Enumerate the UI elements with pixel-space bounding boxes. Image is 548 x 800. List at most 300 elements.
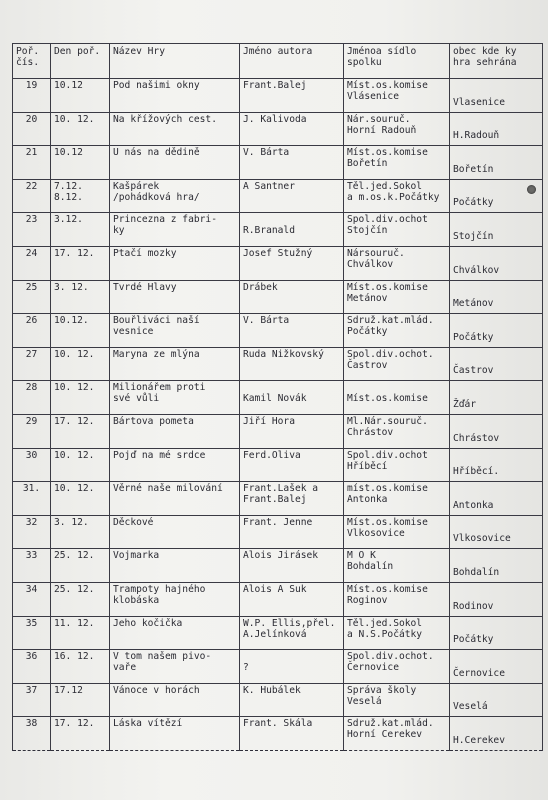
cell-date bbox=[51, 213, 110, 247]
table-row bbox=[13, 616, 543, 650]
cell-title bbox=[110, 112, 240, 146]
header-date: Den poř. bbox=[51, 44, 110, 79]
cell-club bbox=[344, 112, 450, 146]
club-line: Míst.os.komise bbox=[347, 147, 428, 159]
cell-title bbox=[110, 213, 240, 247]
club-line: Spol.div.ochot bbox=[347, 449, 428, 461]
cell-date bbox=[51, 79, 110, 113]
cell-title bbox=[110, 280, 240, 314]
club-line: Sdruž.kat.mlád. bbox=[347, 315, 434, 327]
cell-number bbox=[13, 482, 51, 516]
cell-club bbox=[344, 146, 450, 180]
place-name: Stojčín bbox=[453, 230, 494, 242]
date-line: 10.12 bbox=[54, 80, 83, 91]
cell-place bbox=[450, 616, 543, 650]
cell-title bbox=[110, 246, 240, 280]
performance-ledger-table bbox=[12, 43, 543, 751]
club-line: Horní Radouň bbox=[347, 124, 417, 136]
club-line: a m.os.k.Počátky bbox=[347, 191, 440, 203]
cell-date bbox=[51, 246, 110, 280]
date-line: 25. 12. bbox=[54, 550, 95, 562]
cell-author bbox=[240, 549, 344, 583]
cell-place bbox=[450, 650, 543, 684]
cell-club bbox=[344, 683, 450, 717]
place-name: Častrov bbox=[453, 365, 494, 377]
cell-title bbox=[110, 347, 240, 381]
cell-author bbox=[240, 616, 344, 650]
cell-date bbox=[51, 414, 110, 448]
cell-place bbox=[450, 213, 543, 247]
cell-number bbox=[13, 213, 51, 247]
club-line: Sdruž.kat.mlád. bbox=[347, 718, 434, 730]
cell-club bbox=[344, 515, 450, 549]
author-line bbox=[243, 651, 340, 662]
cell-number bbox=[13, 146, 51, 180]
cell-title bbox=[110, 146, 240, 180]
author-line: V. Bárta bbox=[243, 315, 290, 327]
row-number: 21 bbox=[25, 147, 38, 159]
cell-place bbox=[450, 381, 543, 415]
table-row bbox=[13, 314, 543, 348]
club-line: Roginov bbox=[347, 594, 388, 606]
cell-title bbox=[110, 582, 240, 616]
cell-number bbox=[13, 246, 51, 280]
title-line: /pohádková hra/ bbox=[113, 191, 200, 203]
table-row bbox=[13, 79, 543, 113]
header-author: Jméno autora bbox=[240, 44, 344, 79]
author-line: K. Hubálek bbox=[243, 684, 301, 696]
author-line: A Santner bbox=[243, 180, 295, 192]
club-line: Vlásenice bbox=[347, 91, 399, 102]
cell-date bbox=[51, 347, 110, 381]
cell-date bbox=[51, 112, 110, 146]
date-line: 25. 12. bbox=[54, 583, 95, 595]
cell-date bbox=[51, 650, 110, 684]
cell-place bbox=[450, 112, 543, 146]
title-line: V tom našem pivo- bbox=[113, 651, 212, 663]
cell-number bbox=[13, 414, 51, 448]
cell-club bbox=[344, 347, 450, 381]
cell-club bbox=[344, 717, 450, 751]
cell-number bbox=[13, 79, 51, 113]
cell-date bbox=[51, 381, 110, 415]
table-row bbox=[13, 112, 543, 146]
date-line: 10. 12. bbox=[54, 483, 95, 495]
row-number: 36 bbox=[25, 651, 38, 663]
cell-number bbox=[13, 381, 51, 415]
cell-number bbox=[13, 717, 51, 751]
cell-date bbox=[51, 448, 110, 482]
date-line: 3. 12. bbox=[54, 281, 89, 293]
row-number: 34 bbox=[25, 583, 38, 595]
cell-date bbox=[51, 482, 110, 516]
cell-author bbox=[240, 179, 344, 213]
cell-author bbox=[240, 414, 344, 448]
cell-title bbox=[110, 179, 240, 213]
cell-date bbox=[51, 549, 110, 583]
place-name: Žďár bbox=[453, 398, 477, 410]
date-line: 17. 12. bbox=[54, 415, 95, 427]
date-line: 17. 12. bbox=[54, 247, 95, 259]
author-line: Jiří Hora bbox=[243, 415, 295, 427]
club-line: Správa školy bbox=[347, 684, 417, 696]
header-club: Jménoa sídlo spolku bbox=[344, 44, 450, 79]
table-row bbox=[13, 549, 543, 583]
cell-place bbox=[450, 414, 543, 448]
author-line: J. Kalivoda bbox=[243, 113, 307, 125]
club-line: Míst.os.komise bbox=[347, 393, 428, 405]
club-line: Chrástov bbox=[347, 426, 394, 438]
cell-number bbox=[13, 582, 51, 616]
club-line: Metánov bbox=[347, 292, 388, 304]
cell-author bbox=[240, 280, 344, 314]
cell-club bbox=[344, 616, 450, 650]
date-line: 10. 12. bbox=[54, 449, 95, 461]
cell-date bbox=[51, 717, 110, 751]
cell-place bbox=[450, 347, 543, 381]
row-number: 26 bbox=[25, 315, 38, 327]
cell-club bbox=[344, 79, 450, 113]
date-line: 10. 12. bbox=[54, 382, 95, 394]
table-row bbox=[13, 213, 543, 247]
author-line: Ferd.Oliva bbox=[243, 449, 301, 461]
cell-date bbox=[51, 314, 110, 348]
title-line: Bártova pometa bbox=[113, 415, 194, 427]
title-line: klobáska bbox=[113, 594, 160, 606]
table-row bbox=[13, 179, 543, 213]
table-row bbox=[13, 683, 543, 717]
cell-author bbox=[240, 582, 344, 616]
date-line: 10.12 bbox=[54, 147, 83, 159]
title-line: vesnice bbox=[113, 326, 154, 338]
cell-author bbox=[240, 347, 344, 381]
club-line: Míst.os.komise bbox=[347, 583, 428, 595]
date-line: 8.12. bbox=[54, 191, 83, 203]
cell-number bbox=[13, 515, 51, 549]
title-line: Děckové bbox=[113, 516, 154, 528]
date-line: 10. 12. bbox=[54, 113, 95, 125]
row-number: 19 bbox=[25, 80, 38, 91]
club-line: Míst.os.komise bbox=[347, 281, 428, 293]
cell-date bbox=[51, 582, 110, 616]
author-line: Kamil Novák bbox=[243, 393, 307, 405]
header-place: obec kde ky hra sehrána bbox=[450, 44, 543, 79]
row-number: 31. bbox=[22, 483, 41, 495]
club-line: míst.os.komise bbox=[347, 483, 428, 495]
table-row bbox=[13, 280, 543, 314]
author-line bbox=[243, 214, 340, 225]
club-line: Spol.div.ochot bbox=[347, 214, 428, 226]
cell-number bbox=[13, 280, 51, 314]
cell-place bbox=[450, 582, 543, 616]
date-line: 3.12. bbox=[54, 214, 83, 226]
cell-date bbox=[51, 280, 110, 314]
cell-place bbox=[450, 549, 543, 583]
club-line: Bohdalín bbox=[347, 561, 394, 573]
cell-author bbox=[240, 314, 344, 348]
row-number: 24 bbox=[25, 247, 38, 259]
title-line: Věrné naše milování bbox=[113, 483, 223, 495]
row-number: 28 bbox=[25, 382, 38, 394]
row-number: 35 bbox=[25, 617, 38, 629]
header-title: Název Hry bbox=[110, 44, 240, 79]
title-line: vaře bbox=[113, 662, 137, 674]
cell-club bbox=[344, 650, 450, 684]
club-line: Bořetín bbox=[347, 158, 388, 170]
club-line: Těl.jed.Sokol bbox=[347, 180, 423, 192]
club-line: Počátky bbox=[347, 326, 388, 338]
author-line: Frant. Skála bbox=[243, 718, 313, 730]
place-name: H.Radouň bbox=[453, 130, 500, 142]
club-line: Spol.div.ochot. bbox=[347, 348, 434, 360]
row-number: 25 bbox=[25, 281, 38, 293]
place-name: Vlkosovice bbox=[453, 533, 511, 545]
cell-number bbox=[13, 683, 51, 717]
club-line bbox=[347, 382, 446, 393]
place-name: Metánov bbox=[453, 298, 494, 310]
table-row bbox=[13, 582, 543, 616]
place-name: H.Cerekev bbox=[453, 734, 505, 746]
cell-date bbox=[51, 146, 110, 180]
row-number: 30 bbox=[25, 449, 38, 461]
cell-title bbox=[110, 448, 240, 482]
table-row bbox=[13, 448, 543, 482]
table-row bbox=[13, 246, 543, 280]
title-line: Vánoce v horách bbox=[113, 684, 200, 696]
place-name: Antonka bbox=[453, 499, 494, 511]
cell-author bbox=[240, 683, 344, 717]
header-row bbox=[13, 44, 543, 79]
cell-number bbox=[13, 314, 51, 348]
cell-club bbox=[344, 582, 450, 616]
cell-title bbox=[110, 414, 240, 448]
author-line: ? bbox=[243, 662, 249, 674]
club-line: Horní Cerekev bbox=[347, 729, 423, 741]
cell-place bbox=[450, 448, 543, 482]
club-line: Míst.os.komise bbox=[347, 516, 428, 528]
place-name: Hříběcí. bbox=[453, 466, 500, 478]
row-number: 32 bbox=[25, 516, 38, 528]
club-line: Těl.jed.Sokol bbox=[347, 617, 423, 629]
place-name: Chrástov bbox=[453, 432, 500, 444]
cell-club bbox=[344, 213, 450, 247]
cell-club bbox=[344, 246, 450, 280]
place-name: Vlasenice bbox=[453, 96, 505, 108]
title-line: Kašpárek bbox=[113, 180, 160, 192]
title-line: U nás na dědině bbox=[113, 147, 200, 159]
cell-number bbox=[13, 650, 51, 684]
club-line: Vlkosovice bbox=[347, 527, 405, 539]
cell-number bbox=[13, 347, 51, 381]
row-number: 22 bbox=[25, 180, 38, 192]
author-line: Alois A Suk bbox=[243, 583, 307, 595]
title-line: Tvrdé Hlavy bbox=[113, 281, 177, 293]
author-line: A.Jelínková bbox=[243, 628, 307, 640]
table-row bbox=[13, 381, 543, 415]
place-name: Bohdalín bbox=[453, 566, 500, 578]
cell-author bbox=[240, 246, 344, 280]
row-number: 20 bbox=[25, 113, 38, 125]
row-number: 23 bbox=[25, 214, 38, 226]
club-line: Nársouruč. bbox=[347, 247, 405, 259]
club-line: Chválkov bbox=[347, 258, 394, 270]
cell-club bbox=[344, 482, 450, 516]
cell-place bbox=[450, 280, 543, 314]
author-line: W.P. Ellis,přel. bbox=[243, 617, 336, 629]
cell-title bbox=[110, 515, 240, 549]
title-line: Maryna ze mlýna bbox=[113, 348, 200, 360]
author-line: Drábek bbox=[243, 281, 278, 293]
title-line: Vojmarka bbox=[113, 550, 160, 562]
club-line: Nár.souruč. bbox=[347, 113, 411, 125]
author-line bbox=[243, 382, 340, 393]
table-row bbox=[13, 146, 543, 180]
place-name: Rodinov bbox=[453, 600, 494, 612]
cell-place bbox=[450, 515, 543, 549]
date-line: 10.12. bbox=[54, 315, 89, 327]
cell-place bbox=[450, 246, 543, 280]
author-line: Frant.Balej bbox=[243, 494, 307, 506]
row-number: 37 bbox=[25, 684, 38, 696]
table-row bbox=[13, 482, 543, 516]
cell-place bbox=[450, 314, 543, 348]
table-row bbox=[13, 515, 543, 549]
place-name: Veselá bbox=[453, 701, 488, 713]
cell-club bbox=[344, 280, 450, 314]
table-row bbox=[13, 717, 543, 751]
title-line: Jeho kočička bbox=[113, 617, 183, 629]
table-row bbox=[13, 650, 543, 684]
club-line: Hříběcí bbox=[347, 460, 388, 472]
author-line: V. Bárta bbox=[243, 147, 290, 159]
header-number: Poř. čís. bbox=[13, 44, 51, 79]
cell-club bbox=[344, 448, 450, 482]
date-line: 10. 12. bbox=[54, 348, 95, 360]
title-line: Ptačí mozky bbox=[113, 247, 177, 259]
cell-club bbox=[344, 381, 450, 415]
place-name: Počátky bbox=[453, 331, 494, 343]
club-line: Stojčín bbox=[347, 225, 388, 237]
title-line: své vůli bbox=[113, 393, 160, 405]
date-line: 16. 12. bbox=[54, 651, 95, 663]
author-line: Frant.Balej bbox=[243, 80, 307, 91]
club-line: Veselá bbox=[347, 695, 382, 707]
row-number: 38 bbox=[25, 718, 38, 730]
author-line: R.Branald bbox=[243, 225, 295, 237]
cell-author bbox=[240, 717, 344, 751]
author-line: Alois Jirásek bbox=[243, 550, 319, 562]
club-line: a N.S.Počátky bbox=[347, 628, 423, 640]
cell-title bbox=[110, 314, 240, 348]
cell-number bbox=[13, 448, 51, 482]
row-number: 29 bbox=[25, 415, 38, 427]
cell-title bbox=[110, 381, 240, 415]
cell-number bbox=[13, 549, 51, 583]
cell-title bbox=[110, 683, 240, 717]
cell-place bbox=[450, 683, 543, 717]
title-line: Bouřliváci naší bbox=[113, 315, 200, 327]
cell-author bbox=[240, 515, 344, 549]
cell-date bbox=[51, 683, 110, 717]
table-row bbox=[13, 347, 543, 381]
place-name: Chválkov bbox=[453, 264, 500, 276]
title-line: Pojď na mé srdce bbox=[113, 449, 206, 461]
date-line: 17.12 bbox=[54, 684, 83, 696]
club-line: Spol.div.ochot. bbox=[347, 651, 434, 663]
title-line: Princezna z fabri- bbox=[113, 214, 217, 226]
cell-club bbox=[344, 414, 450, 448]
cell-place bbox=[450, 79, 543, 113]
cell-date bbox=[51, 179, 110, 213]
row-number: 33 bbox=[25, 550, 38, 562]
cell-date bbox=[51, 515, 110, 549]
cell-title bbox=[110, 482, 240, 516]
cell-place bbox=[450, 179, 543, 213]
author-line: Ruda Nižkovský bbox=[243, 348, 324, 360]
date-line: 3. 12. bbox=[54, 516, 89, 528]
place-name: Počátky bbox=[453, 634, 494, 646]
cell-author bbox=[240, 213, 344, 247]
cell-club bbox=[344, 179, 450, 213]
author-line: Frant.Lašek a bbox=[243, 483, 319, 495]
club-line: Častrov bbox=[347, 359, 388, 371]
place-name: Bořetín bbox=[453, 163, 494, 175]
cell-title bbox=[110, 616, 240, 650]
cell-number bbox=[13, 616, 51, 650]
club-line: M O K bbox=[347, 550, 376, 562]
club-line: Černovice bbox=[347, 662, 399, 674]
cell-title bbox=[110, 79, 240, 113]
cell-author bbox=[240, 448, 344, 482]
author-line: Frant. Jenne bbox=[243, 516, 313, 528]
title-line: ky bbox=[113, 225, 125, 237]
cell-author bbox=[240, 112, 344, 146]
cell-number bbox=[13, 179, 51, 213]
place-name: Černovice bbox=[453, 667, 505, 679]
ledger-body bbox=[13, 79, 543, 751]
club-line: Míst.os.komise bbox=[347, 80, 428, 91]
cell-place bbox=[450, 146, 543, 180]
cell-title bbox=[110, 650, 240, 684]
cell-author bbox=[240, 79, 344, 113]
title-line: Trampoty hajného bbox=[113, 583, 206, 595]
cell-author bbox=[240, 650, 344, 684]
cell-number bbox=[13, 112, 51, 146]
cell-date bbox=[51, 616, 110, 650]
date-line: 7.12. bbox=[54, 180, 83, 192]
title-line: Pod našimi okny bbox=[113, 80, 200, 91]
title-line: Milionářem proti bbox=[113, 382, 206, 394]
cell-club bbox=[344, 314, 450, 348]
cell-place bbox=[450, 482, 543, 516]
title-line: Láska vítězí bbox=[113, 718, 183, 730]
cell-club bbox=[344, 549, 450, 583]
row-number: 27 bbox=[25, 348, 38, 360]
cell-title bbox=[110, 717, 240, 751]
cell-author bbox=[240, 381, 344, 415]
place-name: Počátky bbox=[453, 197, 494, 209]
cell-author bbox=[240, 482, 344, 516]
author-line: Josef Stužný bbox=[243, 247, 313, 259]
table-row bbox=[13, 414, 543, 448]
date-line: 11. 12. bbox=[54, 617, 95, 629]
cell-author bbox=[240, 146, 344, 180]
club-line: Ml.Nár.souruč. bbox=[347, 415, 428, 427]
date-line: 17. 12. bbox=[54, 718, 95, 730]
title-line: Na křížových cest. bbox=[113, 113, 217, 125]
cell-title bbox=[110, 549, 240, 583]
club-line: Antonka bbox=[347, 494, 388, 506]
